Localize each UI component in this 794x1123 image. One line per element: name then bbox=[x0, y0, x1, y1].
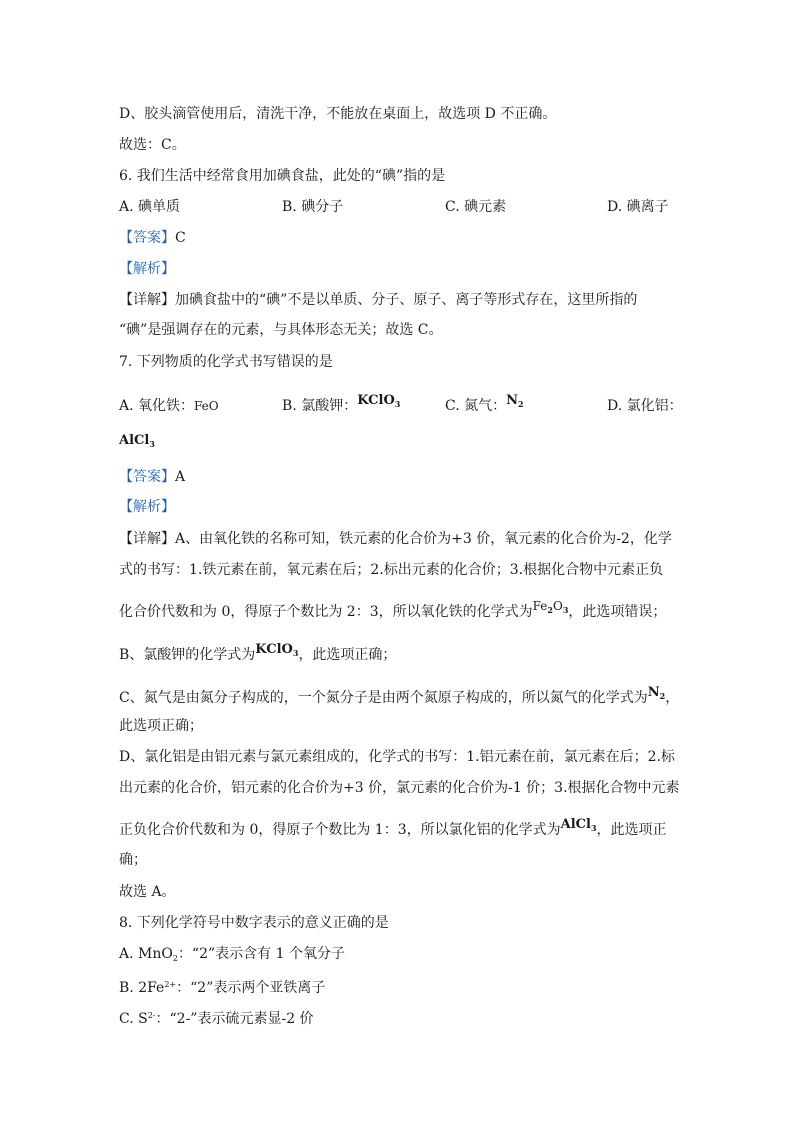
answer-label: 【答案】 bbox=[119, 230, 175, 246]
q7-conclusion: 故选 A。 bbox=[119, 884, 176, 900]
answer-label: 【答案】 bbox=[119, 469, 175, 485]
q6-analysis-label bbox=[119, 259, 175, 279]
formula-base: AlCl bbox=[560, 817, 591, 832]
formula-base: N bbox=[647, 685, 660, 700]
q7-option-c-formula bbox=[506, 393, 523, 408]
q7-answer-line bbox=[119, 467, 185, 487]
q6-detail-line-1 bbox=[119, 290, 637, 310]
formula-subscript: 2 bbox=[547, 605, 553, 615]
detail-label: 【详解】 bbox=[119, 292, 175, 308]
q7-option-c-label: C. 氮气： bbox=[445, 398, 507, 414]
q7-detail-a-text-3: 化合价代数和为 0，得原子个数比为 2：3，所以氧化铁的化学式为 bbox=[119, 604, 533, 620]
formula-base: AlCl bbox=[119, 433, 150, 448]
formula-subscript: 2 bbox=[172, 954, 178, 963]
formula-base: N bbox=[506, 393, 519, 408]
q8-option-a bbox=[119, 944, 345, 969]
formula-fe: Fe bbox=[532, 599, 548, 613]
q6-option-a: A. 碘单质 bbox=[119, 199, 181, 215]
q7-option-d-label: D. 氯化铝： bbox=[607, 398, 683, 414]
q8-option-b-symbol: B. 2Fe bbox=[119, 980, 165, 996]
formula-base: KClO bbox=[357, 393, 395, 408]
q7-detail-a-line-1 bbox=[119, 529, 672, 549]
q8-option-a-symbol: A. MnO bbox=[119, 946, 173, 962]
q7-option-b-label: B. 氯酸钾： bbox=[282, 398, 358, 414]
q5-option-d-explanation: D、胶头滴管使用后，清洗干净，不能放在桌面上，故选项 D 不正确。 bbox=[119, 106, 557, 122]
q7-detail-d-text-3-tail: ，此选项正 bbox=[596, 822, 667, 838]
analysis-label: 【解析】 bbox=[119, 261, 175, 277]
q7-stem: 7. 下列物质的化学式书写错误的是 bbox=[119, 354, 333, 370]
q8-option-c bbox=[119, 1006, 314, 1029]
q7-detail-d-text-3: 正负化合价代数和为 0，得原子个数比为 1：3，所以氯化铝的化学式为 bbox=[119, 822, 561, 838]
q7-detail-d-line-1: D、氯化铝是由铝元素与氯元素组成的，化学式的书写：1.铝元素在前，氯元素在后；2.标 bbox=[119, 749, 675, 765]
q7-detail-b-line bbox=[119, 642, 397, 669]
q7-detail-a-line-3 bbox=[119, 599, 667, 626]
q7-option-d-formula bbox=[119, 430, 155, 454]
q7-option-a-formula: FeO bbox=[194, 399, 219, 413]
formula-subscript: 3 bbox=[292, 648, 299, 658]
n2-formula bbox=[648, 685, 665, 700]
q6-answer-value: C bbox=[175, 230, 186, 246]
q7-option-b-formula bbox=[357, 393, 400, 408]
detail-label: 【详解】 bbox=[119, 531, 175, 547]
q6-option-c: C. 碘元素 bbox=[445, 199, 507, 215]
formula-subscript: 2 bbox=[518, 399, 524, 409]
q7-option-b bbox=[282, 393, 401, 420]
formula-subscript: 3 bbox=[590, 823, 597, 833]
formula-subscript: 3 bbox=[562, 605, 569, 615]
q7-detail-a-text-1: A、由氧化铁的名称可知，铁元素的化合价为+3 价，氧元素的化合价为-2，化学 bbox=[175, 531, 672, 547]
q8-option-b bbox=[119, 975, 325, 998]
formula-base: KClO bbox=[255, 642, 293, 657]
formula-o: O bbox=[552, 599, 563, 613]
fe2o3-formula bbox=[533, 599, 569, 613]
formula-superscript: 2- bbox=[147, 1011, 156, 1020]
formula-subscript: 2 bbox=[659, 691, 666, 701]
q7-option-a bbox=[119, 396, 219, 416]
q7-detail-c-line-1 bbox=[119, 685, 680, 712]
q6-detail-line-2: “碘”是强调存在的元素，与具体形态无关；故选 C。 bbox=[119, 322, 443, 338]
q7-detail-d-line-4: 确； bbox=[119, 852, 147, 868]
q5-conclusion: 故选：C。 bbox=[119, 137, 186, 153]
q8-option-c-symbol: C. S bbox=[119, 1011, 148, 1027]
q6-stem: 6. 我们生活中经常食用加碘食盐，此处的“碘”指的是 bbox=[119, 168, 446, 184]
q7-analysis-label bbox=[119, 497, 175, 517]
q6-option-b: B. 碘分子 bbox=[282, 199, 344, 215]
q7-detail-b-text-tail: ，此选项正确； bbox=[298, 647, 397, 663]
q8-option-a-text: ：“2”表示含有 1 个氧分子 bbox=[177, 946, 345, 962]
kclo3-formula bbox=[255, 642, 298, 657]
q6-answer-line bbox=[119, 228, 186, 248]
q7-option-c bbox=[445, 393, 524, 420]
formula-subscript: 3 bbox=[149, 439, 155, 449]
analysis-label: 【解析】 bbox=[119, 499, 175, 515]
q6-detail-text-1: 加碘食盐中的“碘”不是以单质、分子、原子、离子等形式存在，这里所指的 bbox=[175, 292, 638, 308]
formula-subscript: 3 bbox=[394, 399, 401, 409]
q7-detail-d-line-3 bbox=[119, 817, 667, 844]
q7-detail-a-line-2: 式的书写：1.铁元素在前，氧元素在后；2.标出元素的化合价；3.根据化合物中元素正负 bbox=[119, 562, 664, 578]
q7-detail-c-line-2: 此选项正确； bbox=[119, 718, 203, 734]
q7-option-a-label: A. 氧化铁： bbox=[119, 398, 195, 414]
q8-option-c-text: ：“2-”表示硫元素显-2 价 bbox=[155, 1011, 314, 1027]
formula-superscript: 2+ bbox=[164, 980, 177, 989]
alcl3-formula bbox=[561, 817, 597, 832]
q7-detail-b-text: B、氯酸钾的化学式为 bbox=[119, 647, 256, 663]
q7-detail-a-text-3-tail: ，此选项错误； bbox=[568, 604, 667, 620]
q7-detail-c-text-tail: ， bbox=[665, 690, 680, 706]
q6-option-d: D. 碘离子 bbox=[607, 199, 669, 215]
alcl3-formula bbox=[119, 433, 155, 448]
q7-answer-value: A bbox=[175, 469, 186, 485]
q8-stem: 8. 下列化学符号中数字表示的意义正确的是 bbox=[119, 915, 389, 931]
q7-detail-d-line-2: 出元素的化合价，铝元素的化合价为+3 价，氯元素的化合价为-1 价；3.根据化合物中元素 bbox=[119, 780, 680, 796]
q7-detail-c-text: C、氮气是由氮分子构成的，一个氮分子是由两个氮原子构成的，所以氮气的化学式为 bbox=[119, 690, 648, 706]
q8-option-b-text: ：“2”表示两个亚铁离子 bbox=[176, 980, 326, 996]
